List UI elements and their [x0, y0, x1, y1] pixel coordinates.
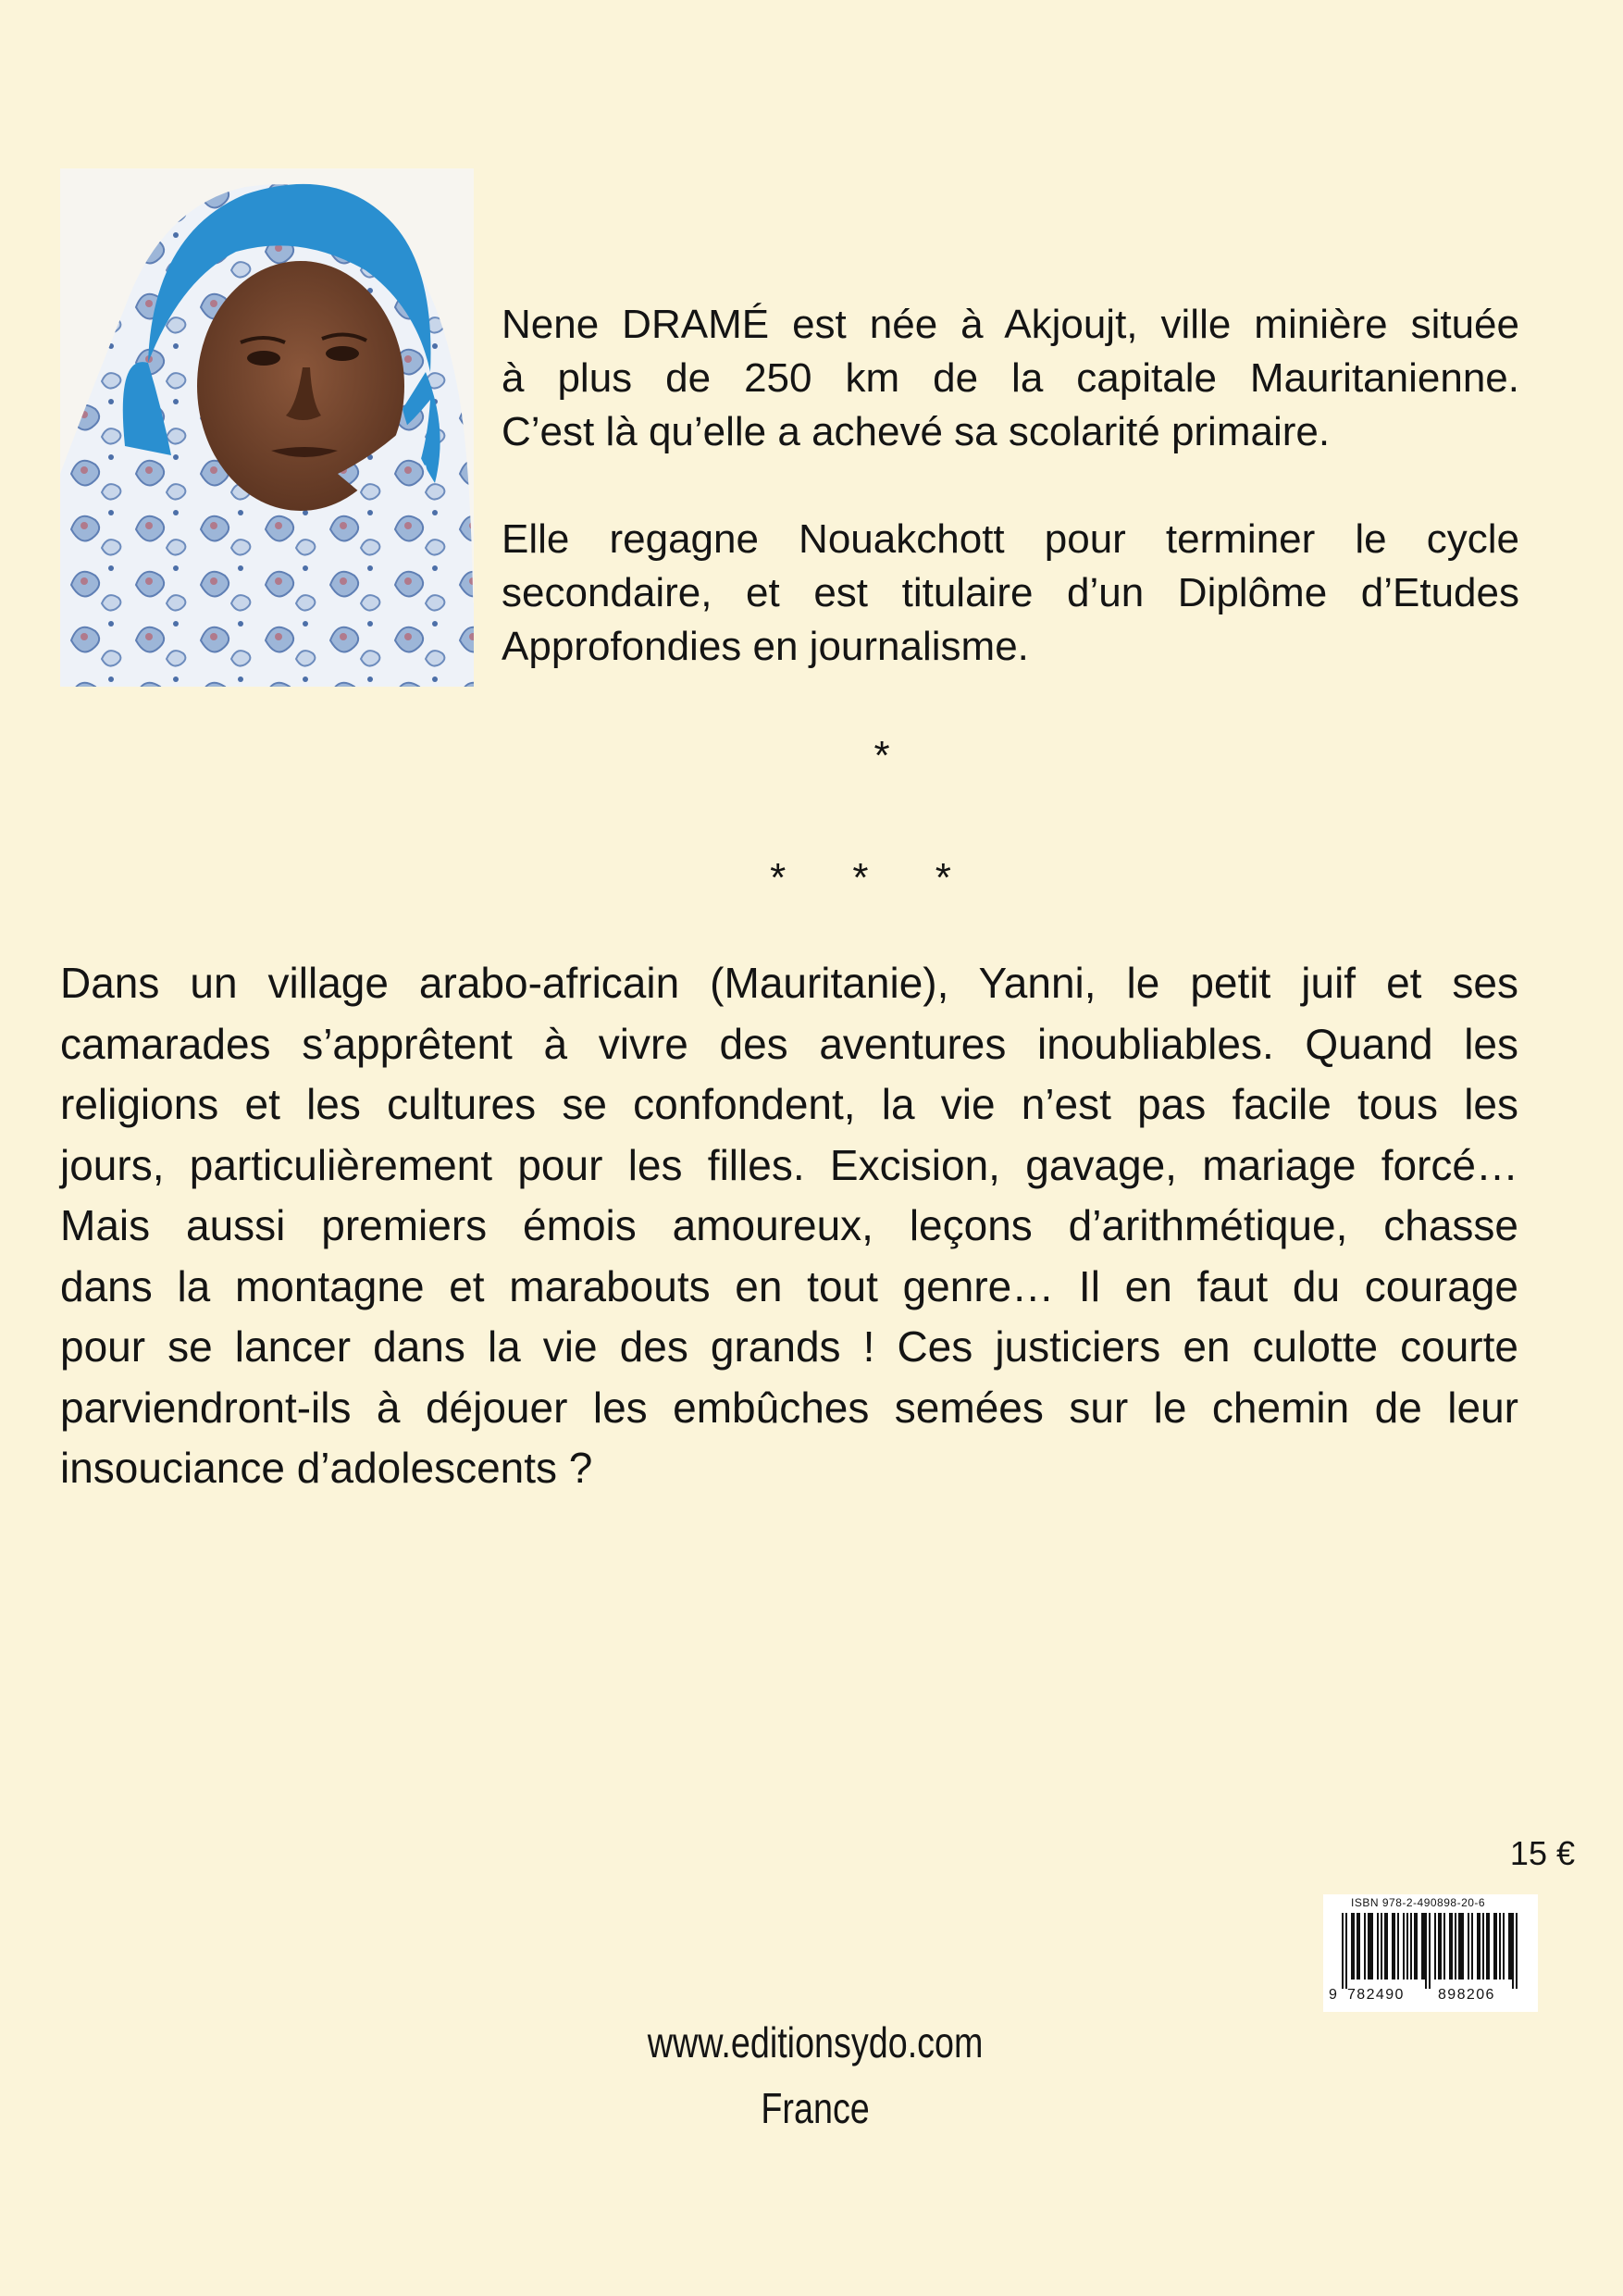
bio-line: à plus de 250 km de la capitale Mauritanienne. [502, 355, 1519, 401]
separator-single-asterisk: * [873, 733, 890, 778]
barcode-bar [1451, 1913, 1453, 1980]
barcode-bar [1495, 1913, 1497, 1980]
barcode-bar [1392, 1913, 1394, 1980]
barcode-bar [1386, 1913, 1388, 1980]
barcode-bar [1468, 1913, 1469, 1980]
barcode-bar [1423, 1913, 1425, 1980]
barcode-bar [1429, 1913, 1431, 1989]
barcode-bar [1508, 1913, 1510, 1980]
barcode-bar [1421, 1913, 1423, 1980]
barcode-bar [1477, 1913, 1479, 1980]
barcode-digit-group-2: 898206 [1438, 1987, 1495, 2003]
book-summary [60, 953, 1518, 1499]
publisher-country: France [761, 2084, 870, 2132]
summary-line: pour se lancer dans la vie des grands ! Ces justiciers en culotte courte [60, 1322, 1518, 1371]
author-bio [502, 298, 1519, 674]
barcode-bar [1384, 1913, 1386, 1980]
bio-line: Nene DRAMÉ est née à Akjoujt, ville minière située [502, 302, 1519, 347]
barcode-bar [1345, 1913, 1347, 1989]
summary-line: religions et les cultures se confondent, la vie n’est pas facile tous les [60, 1080, 1518, 1128]
barcode-bar [1353, 1913, 1355, 1980]
barcode-bar [1486, 1913, 1488, 1980]
summary-line: Dans un village arabo-africain (Mauritanie), Yanni, le petit juif et ses [60, 959, 1518, 1007]
bio-line: secondaire, et est titulaire d’un Diplôme d’Etudes [502, 570, 1519, 615]
barcode-bar [1394, 1913, 1395, 1980]
barcode-bar [1357, 1913, 1358, 1980]
barcode-bar [1499, 1913, 1501, 1980]
summary-line: Mais aussi premiers émois amoureux, leçons d’arithmétique, chasse [60, 1201, 1518, 1249]
barcode-bar [1471, 1913, 1473, 1980]
barcode-digit-group-1: 782490 [1347, 1987, 1405, 2003]
isbn-barcode [1323, 1894, 1538, 2012]
publisher-website: www.editionsydo.com [647, 2018, 984, 2066]
barcode-bar [1351, 1913, 1353, 1980]
author-photo [60, 168, 474, 687]
barcode-bar [1479, 1913, 1481, 1980]
summary-line: camarades s’apprêtent à vivre des aventures inoubliables. Quand les [60, 1019, 1518, 1068]
barcode-bar [1369, 1913, 1371, 1980]
barcode-bar [1460, 1913, 1462, 1980]
summary-line: dans la montagne et marabouts en tout genre… Il en faut du courage [60, 1261, 1518, 1310]
summary-line: insouciance d’adolescents ? [60, 1444, 593, 1492]
barcode-bar [1364, 1913, 1366, 1980]
price-label: 15 € [1509, 1834, 1575, 1872]
barcode-bar [1458, 1913, 1460, 1980]
bio-line: C’est là qu’elle a achevé sa scolarité primaire. [502, 409, 1331, 454]
barcode-bar [1377, 1913, 1379, 1980]
barcode-bar [1434, 1913, 1436, 1980]
barcode-bar [1516, 1913, 1518, 1989]
summary-line: parviendront-ils à déjouer les embûches semées sur le chemin de leur [60, 1383, 1518, 1432]
barcode-bar [1397, 1913, 1399, 1980]
barcode-bar [1440, 1913, 1442, 1980]
barcode-bar [1488, 1913, 1490, 1980]
bio-line: Elle regagne Nouakchott pour terminer le cycle [502, 516, 1519, 562]
barcode-bar [1403, 1913, 1405, 1980]
barcode-bar [1449, 1913, 1451, 1980]
bio-line: Approfondies en journalisme. [502, 624, 1029, 669]
barcode-bar [1482, 1913, 1484, 1980]
barcode-bar [1462, 1913, 1464, 1980]
barcode-bar [1342, 1913, 1344, 1989]
barcode-bar [1438, 1913, 1440, 1980]
barcode-bar [1368, 1913, 1369, 1980]
barcode-bar [1358, 1913, 1360, 1980]
barcode-bar [1414, 1913, 1416, 1980]
barcode-bar [1443, 1913, 1445, 1980]
summary-line: jours, particulièrement pour les filles. Excision, gavage, mariage forcé… [60, 1140, 1518, 1189]
separator-triple-asterisk: * * * [770, 855, 979, 900]
barcode-bar [1493, 1913, 1495, 1980]
author-portrait-icon [60, 168, 474, 687]
barcode-bar [1416, 1913, 1418, 1980]
barcode-bar [1425, 1913, 1427, 1989]
isbn-label: ISBN 978-2-490898-20-6 [1351, 1896, 1486, 1909]
barcode-bar [1503, 1913, 1505, 1980]
barcode-bar [1371, 1913, 1373, 1980]
barcode-bar [1512, 1913, 1514, 1989]
barcode-bar [1381, 1913, 1382, 1980]
barcode-bar [1455, 1913, 1456, 1980]
bio-paragraph-1 [502, 298, 1519, 459]
barcode-digit-first: 9 [1329, 1987, 1337, 2003]
barcode-bar [1406, 1913, 1408, 1980]
barcode-bar [1410, 1913, 1412, 1980]
bio-paragraph-2 [502, 513, 1519, 674]
barcode-bar [1510, 1913, 1512, 1980]
